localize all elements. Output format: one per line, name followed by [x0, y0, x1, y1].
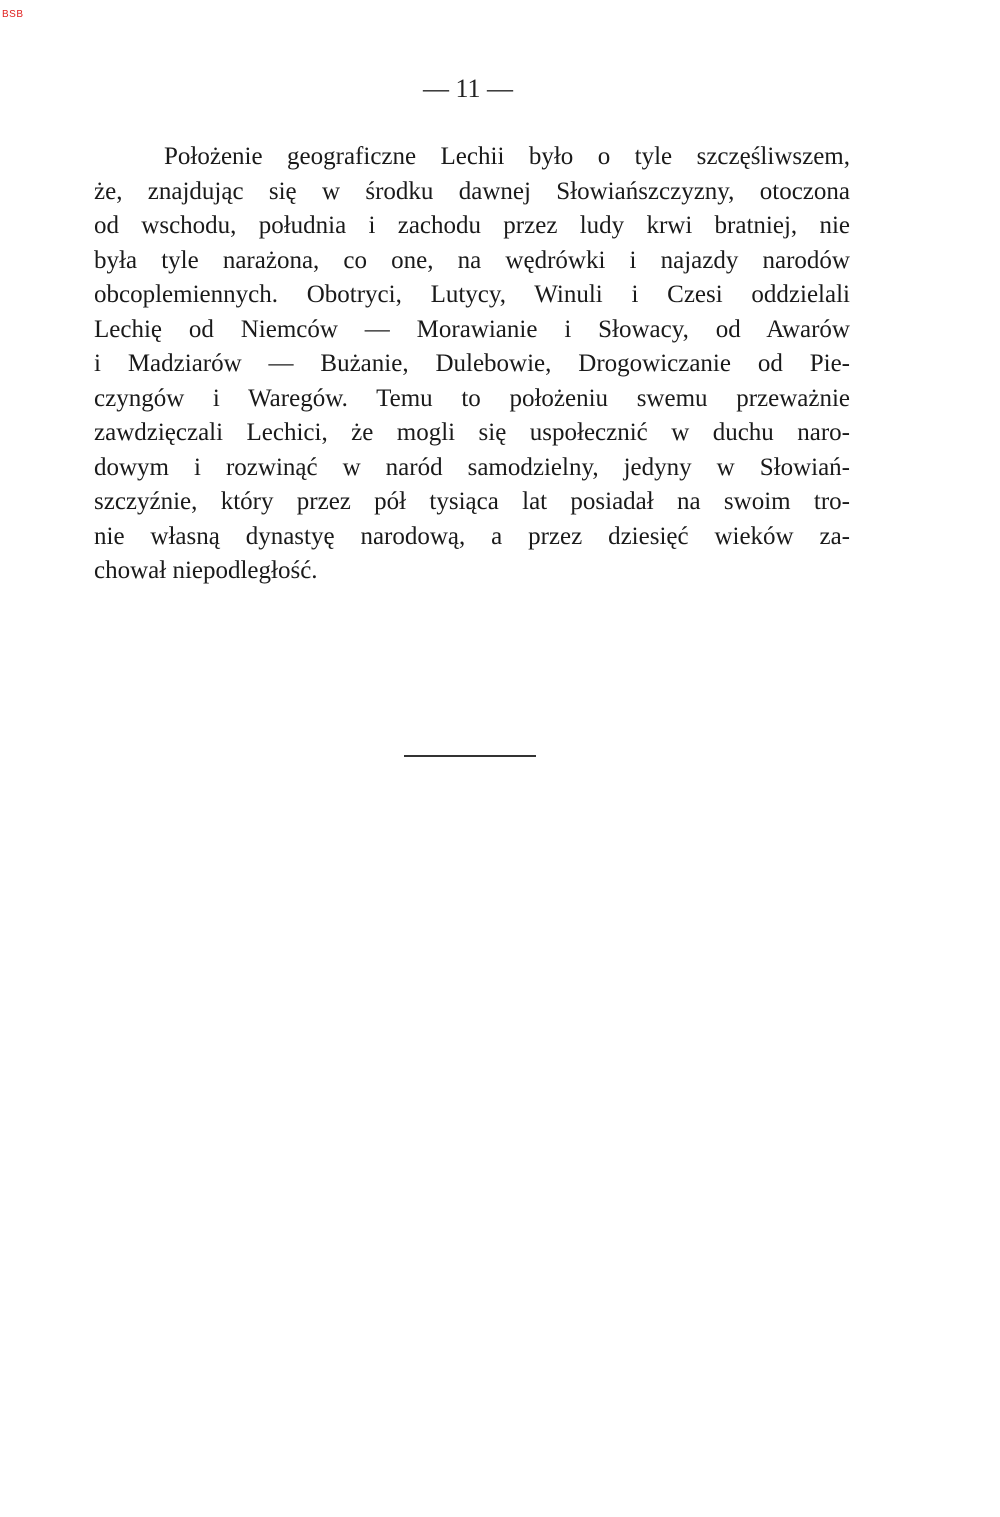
text-line: była tyle narażona, co one, na wędrówki i najazdy narodów [94, 246, 850, 274]
text-line: Położenie geograficzne Lechii było o tyle szczęśliwszem, [164, 143, 850, 170]
text-line: i Madziarów — Bużanie, Dulebowie, Drogowiczanie od Pie- [94, 350, 850, 377]
watermark-stamp: BSB [2, 9, 24, 20]
text-line: obcoplemiennych. Obotryci, Lutycy, Winuli i Czesi oddzielali [94, 281, 850, 308]
text-line: Lechię od Niemców — Morawianie i Słowacy, od Awarów [94, 315, 850, 343]
section-end-rule [404, 755, 536, 757]
text-line: zawdzięczali Lechici, że mogli się uspołecznić w duchu naro- [94, 419, 850, 446]
body-paragraph [94, 140, 850, 589]
text-line: chował niepodległość. [94, 557, 318, 584]
text-line: dowym i rozwinąć w naród samodzielny, jedyny w Słowiań- [94, 453, 850, 481]
text-line: nie własną dynastyę narodową, a przez dziesięć wieków za- [94, 522, 850, 550]
text-line: że, znajdując się w środku dawnej Słowiańszczyzny, otoczona [94, 177, 850, 205]
page-number: — 11 — [422, 74, 514, 103]
text-line: od wschodu, południa i zachodu przez ludy krwi bratniej, nie [94, 212, 850, 239]
text-line: szczyźnie, który przez pół tysiąca lat posiadał na swoim tro- [94, 488, 850, 515]
text-line: czyngów i Waregów. Temu to położeniu swemu przeważnie [94, 384, 850, 412]
